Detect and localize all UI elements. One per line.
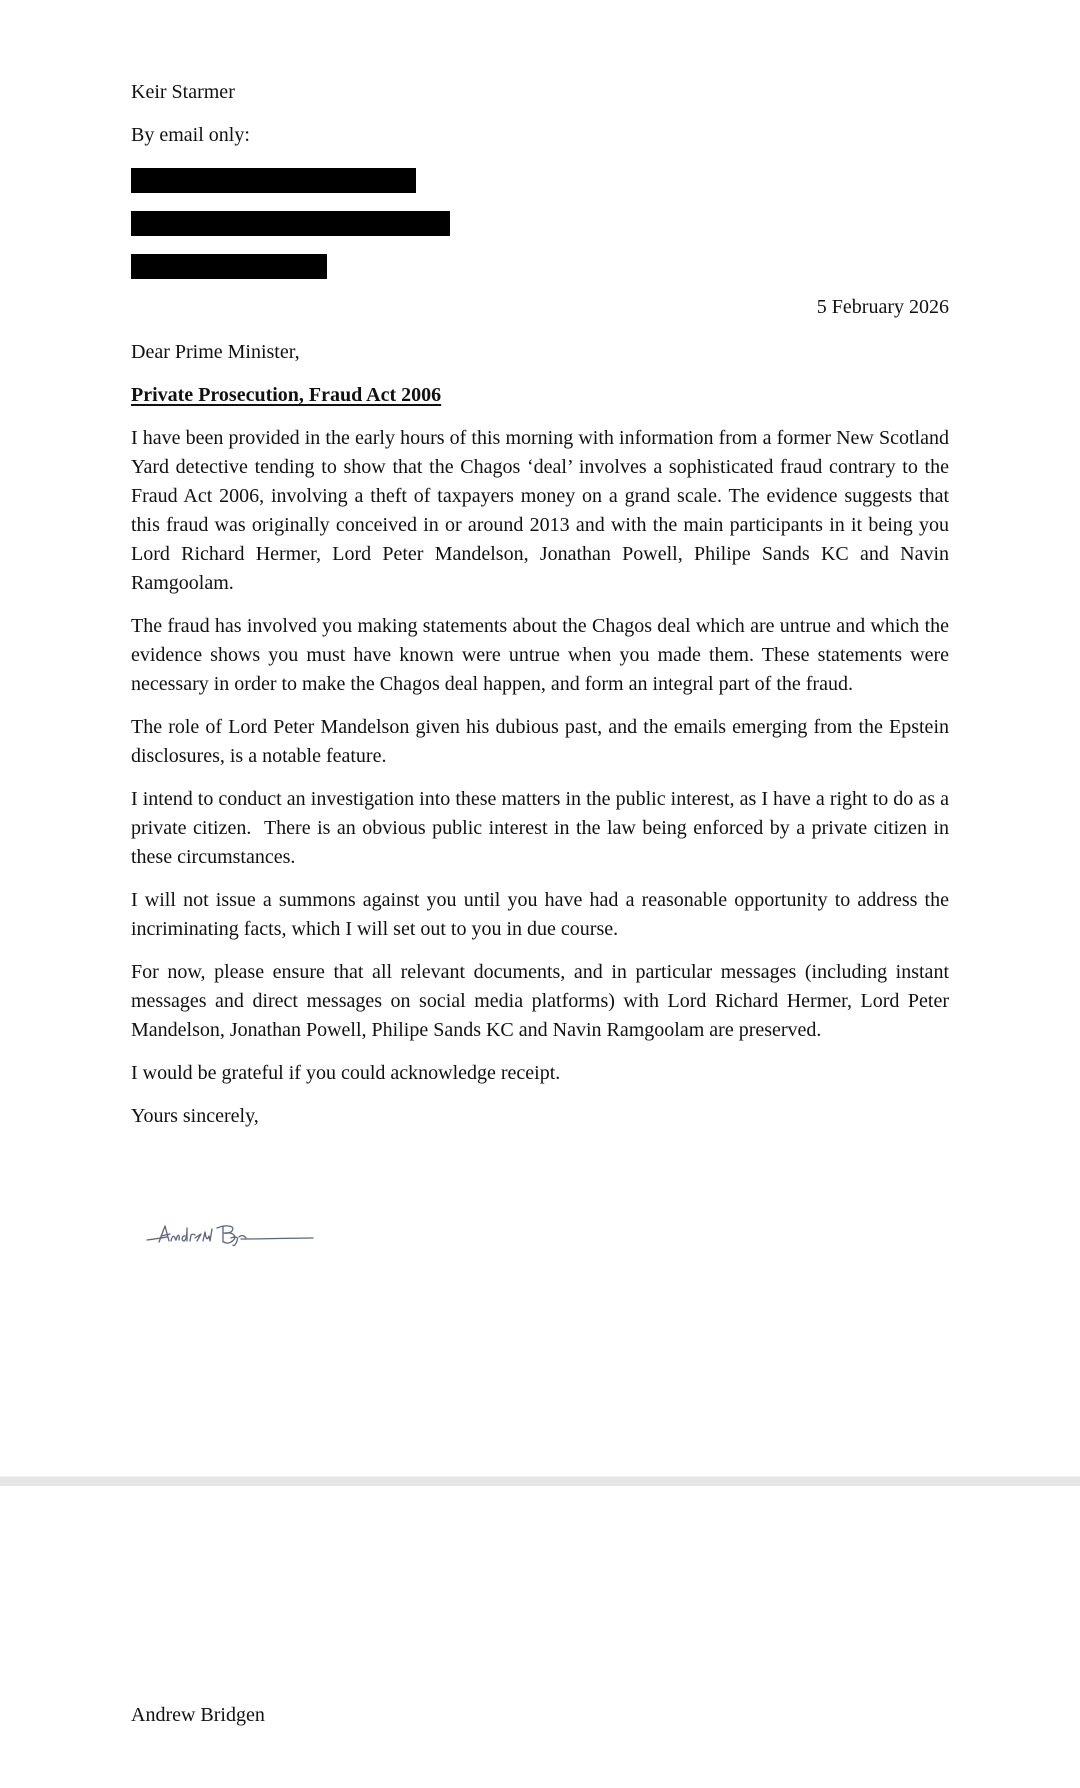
body-paragraph-7: I would be grateful if you could acknowledge receipt.: [131, 1062, 561, 1084]
redaction-bar: [131, 254, 327, 279]
redacted-email-line-3: [131, 250, 949, 279]
body-paragraph-1: I have been provided in the early hours of this morning with information from a former New Scotland Yard detective tending to show that the Chagos ‘deal’ involves a sophisticated fraud contrary to the Fraud Act 2006, involving a theft of taxpayers money on a grand scale. The evidence suggests that this fraud was originally conceived in or around 2013 and with the main participants in it being you Lord Richard Hermer, Lord Peter Mandelson, Jonathan Powell, Philipe Sands KC and Navin Ramgoolam.: [131, 427, 949, 594]
body-paragraph-6: For now, please ensure that all relevant documents, and in particular messages (including instant messages and direct messages on social media platforms) with Lord Richard Hermer, Lord Peter Mandelson, Jonathan Powell, Philipe Sands KC and Navin Ramgoolam are preserved.: [131, 961, 949, 1041]
salutation: Dear Prime Minister,: [131, 341, 300, 363]
subject-heading: Private Prosecution, Fraud Act 2006: [131, 384, 442, 406]
letter-page-2: [0, 1486, 1080, 1788]
signature-icon: [145, 1214, 315, 1254]
body-paragraph-5: I will not issue a summons against you until you have had a reasonable opportunity to address the incriminating facts, which I will set out to you in due course.: [131, 889, 949, 940]
redacted-email-line-1: [131, 164, 949, 193]
redacted-email-line-2: [131, 207, 949, 236]
letter-date: 5 February 2026: [816, 296, 949, 318]
body-paragraph-4: I intend to conduct an investigation into these matters in the public interest, as I have a right to do as a private citizen. There is an obvious public interest in the law being enforced by a private citizen in these circumstances.: [131, 788, 949, 868]
redaction-bar: [131, 168, 416, 193]
closing: Yours sincerely,: [131, 1105, 259, 1127]
page-separator: [0, 1476, 1080, 1486]
body-paragraph-3: The role of Lord Peter Mandelson given his dubious past, and the emails emerging from the Epstein disclosures, is a notable feature.: [131, 716, 949, 767]
recipient-name: Keir Starmer: [131, 81, 235, 103]
sender-name: Andrew Bridgen: [131, 1704, 265, 1726]
body-paragraph-2: The fraud has involved you making statements about the Chagos deal which are untrue and which the evidence shows you must have known were untrue when you made them. These statements were necessary in order to make the Chagos deal happen, and form an integral part of the fraud.: [131, 615, 949, 695]
redaction-bar: [131, 211, 450, 236]
letter-body: [131, 78, 949, 1145]
delivery-note: By email only:: [131, 124, 250, 146]
